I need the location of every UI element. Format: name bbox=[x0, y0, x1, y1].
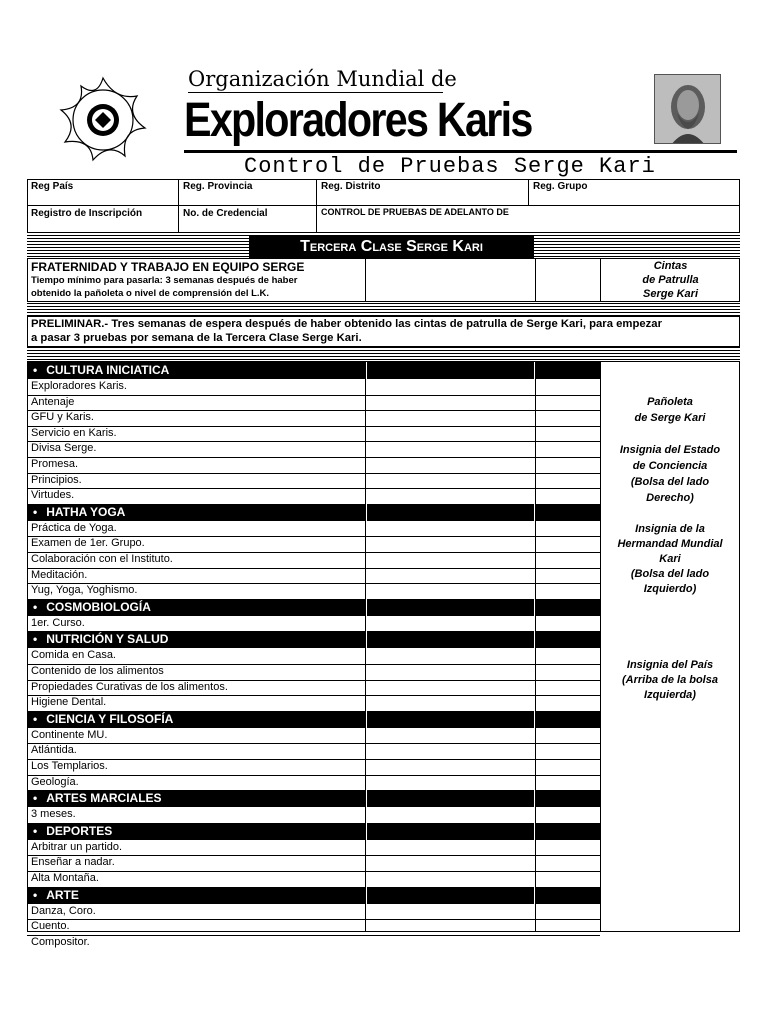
reg-pais-field[interactable]: Reg País bbox=[31, 181, 74, 192]
bullet-icon: • bbox=[33, 599, 38, 614]
checklist-item: Examen de 1er. Grupo. bbox=[31, 537, 145, 550]
banner-title bbox=[249, 235, 534, 258]
section-header bbox=[27, 711, 600, 728]
fraternidad-title: FRATERNIDAD Y TRABAJO EN EQUIPO SERGE bbox=[31, 260, 305, 274]
checklist-item: Atlántida. bbox=[31, 744, 77, 757]
note-line: Insignia del País bbox=[626, 659, 714, 671]
col-divider bbox=[534, 823, 535, 840]
org-logo bbox=[55, 72, 151, 168]
section-header bbox=[27, 887, 600, 904]
note-line: Kari bbox=[659, 553, 681, 565]
control-field[interactable]: CONTROL DE PRUEBAS DE ADELANTO DE bbox=[321, 207, 509, 217]
checklist-item: Danza, Coro. bbox=[31, 904, 96, 917]
checklist-item: Cuento. bbox=[31, 920, 70, 933]
checklist-item: Continente MU. bbox=[31, 728, 108, 741]
bullet-icon: • bbox=[33, 504, 38, 519]
section-title bbox=[33, 712, 173, 726]
page-title: Exploradores Karis bbox=[184, 94, 532, 147]
note-line: (Arriba de la bolsa bbox=[622, 674, 718, 686]
note-line: (Bolsa del lado bbox=[630, 476, 710, 488]
preliminar-line1: PRELIMINAR.- Tres semanas de espera después de haber obtenido las cintas de patrulla de Serge Kari, para empezar bbox=[31, 318, 662, 330]
col-divider bbox=[534, 504, 535, 521]
section-header bbox=[27, 504, 600, 521]
reg-grupo-field[interactable]: Reg. Grupo bbox=[533, 181, 588, 192]
section-title-text: COSMOBIOLOGÍA bbox=[46, 599, 151, 614]
col-divider bbox=[366, 823, 367, 840]
bullet-icon: • bbox=[33, 711, 38, 726]
portrait-photo bbox=[654, 74, 721, 144]
fraternidad-line1: Tiempo mínimo para pasarla: 3 semanas después de haber bbox=[31, 275, 298, 286]
checklist-item: GFU y Karis. bbox=[31, 411, 94, 424]
section-title-text: ARTE bbox=[46, 887, 79, 902]
section-title-text: NUTRICIÓN Y SALUD bbox=[46, 632, 169, 647]
col-divider bbox=[534, 362, 535, 379]
grid-vline bbox=[365, 258, 366, 302]
registro-field[interactable]: Registro de Inscripción bbox=[31, 208, 143, 219]
checklist-item: Colaboración con el Instituto. bbox=[31, 553, 173, 565]
bullet-icon: • bbox=[33, 791, 38, 806]
row-line bbox=[27, 410, 600, 411]
col-divider bbox=[534, 711, 535, 728]
note-line: de Serge Kari bbox=[634, 412, 706, 424]
note-line: Derecho) bbox=[646, 492, 694, 504]
separator-hatch bbox=[27, 347, 740, 360]
col-divider bbox=[534, 631, 535, 648]
note-line: Hermandad Mundial bbox=[617, 538, 723, 550]
reg-distrito-field[interactable]: Reg. Distrito bbox=[321, 181, 381, 192]
col-divider bbox=[366, 599, 367, 616]
note-line: Izquierdo) bbox=[643, 583, 697, 595]
checklist-item: Principios. bbox=[31, 473, 82, 486]
section-title bbox=[33, 888, 79, 902]
col-divider bbox=[366, 631, 367, 648]
row-line bbox=[27, 935, 600, 936]
row-line bbox=[27, 441, 600, 442]
checklist-item: Arbitrar un partido. bbox=[31, 840, 123, 853]
row-line bbox=[27, 695, 600, 696]
checklist-item: Divisa Serge. bbox=[31, 442, 97, 455]
checklist-item: Antenaje bbox=[31, 395, 75, 408]
grid-vline bbox=[316, 179, 317, 233]
checklist-item: Compositor. bbox=[31, 935, 90, 948]
grid-vline bbox=[178, 179, 179, 233]
note-line: de Conciencia bbox=[632, 460, 708, 472]
section-title-text: CULTURA INICIATICA bbox=[46, 363, 170, 377]
cintas-label bbox=[601, 259, 740, 301]
bullet-icon: • bbox=[33, 823, 38, 838]
col-divider bbox=[366, 362, 367, 379]
row-line bbox=[27, 457, 600, 458]
checklist-item: 1er. Curso. bbox=[31, 616, 85, 629]
note-line: Insignia del Estado bbox=[619, 444, 721, 456]
note-line: (Bolsa del lado bbox=[630, 568, 710, 580]
panoleta-note bbox=[601, 394, 739, 426]
col-divider bbox=[366, 504, 367, 521]
checklist-item: 3 meses. bbox=[31, 808, 76, 821]
section-title bbox=[33, 791, 162, 805]
note-line: Pañoleta bbox=[647, 396, 693, 408]
checklist-item: Contenido de los alimentos bbox=[31, 665, 164, 677]
checklist-item: Propiedades Curativas de los alimentos. bbox=[31, 680, 228, 693]
row-line bbox=[27, 395, 600, 396]
checklist-item: Los Templarios. bbox=[31, 760, 108, 772]
checklist-item: Alta Montaña. bbox=[31, 872, 99, 884]
checklist-item: Comida en Casa. bbox=[31, 649, 116, 662]
row-line bbox=[27, 473, 600, 474]
checklist-item: Enseñar a nadar. bbox=[31, 856, 115, 869]
checklist-item: Higiene Dental. bbox=[31, 696, 107, 709]
section-header bbox=[27, 362, 600, 379]
bullet-icon: • bbox=[33, 632, 38, 647]
bullet-icon: • bbox=[33, 363, 38, 377]
row-line bbox=[27, 568, 600, 569]
separator-hatch bbox=[27, 303, 740, 316]
form-grid bbox=[27, 179, 740, 233]
checklist-item: Práctica de Yoga. bbox=[31, 521, 117, 534]
org-line: Organización Mundial de bbox=[188, 67, 457, 91]
section-title-text: DEPORTES bbox=[46, 823, 113, 838]
section-title-text: CIENCIA Y FILOSOFÍA bbox=[46, 711, 174, 726]
hermandad-note bbox=[601, 522, 739, 597]
section-title bbox=[33, 505, 125, 519]
reg-provincia-field[interactable]: Reg. Provincia bbox=[183, 181, 253, 192]
col-divider bbox=[534, 887, 535, 904]
grid-vline bbox=[528, 179, 529, 205]
section-header bbox=[27, 631, 600, 648]
row-line bbox=[27, 759, 600, 760]
checklist-item: Exploradores Karis. bbox=[31, 380, 127, 392]
row-line bbox=[27, 488, 600, 489]
col-divider bbox=[534, 599, 535, 616]
title-rule bbox=[184, 150, 737, 153]
col-divider bbox=[366, 887, 367, 904]
cintas-line: Serge Kari bbox=[642, 288, 699, 300]
row-line bbox=[27, 743, 600, 744]
banner-title-text: Tercera Clase Serge Kari bbox=[300, 238, 483, 255]
checklist-item: Virtudes. bbox=[31, 489, 75, 502]
section-header bbox=[27, 823, 600, 840]
row-line bbox=[27, 919, 600, 920]
bullet-icon: • bbox=[33, 887, 38, 902]
section-header bbox=[27, 599, 600, 616]
col-divider bbox=[366, 711, 367, 728]
section-title-text: HATHA YOGA bbox=[46, 504, 126, 519]
section-title bbox=[33, 632, 168, 646]
row-line bbox=[27, 775, 600, 776]
pais-note bbox=[601, 658, 739, 703]
grid-hline bbox=[27, 205, 740, 206]
note-line: Insignia de la bbox=[635, 523, 705, 535]
note-line: Izquierda) bbox=[644, 689, 696, 701]
fraternidad-line2: obtenido la pañoleta o nivel de comprensión del L.K. bbox=[31, 288, 270, 299]
checklist-item: Promesa. bbox=[31, 458, 79, 470]
credencial-field[interactable]: No. de Credencial bbox=[183, 208, 268, 219]
section-title bbox=[33, 824, 112, 838]
section-title bbox=[33, 363, 169, 377]
grid-vline bbox=[535, 258, 536, 302]
page-subtitle: Control de Pruebas Serge Kari bbox=[244, 154, 656, 179]
checklist-item: Geología. bbox=[31, 775, 79, 788]
checklist-item: Servicio en Karis. bbox=[31, 426, 117, 439]
section-title-text: ARTES MARCIALES bbox=[46, 791, 162, 806]
col-divider bbox=[534, 790, 535, 807]
checklist-item: Yug, Yoga, Yoghismo. bbox=[31, 584, 138, 597]
cintas-line: de Patrulla bbox=[642, 274, 699, 286]
cintas-line: Cintas bbox=[653, 260, 688, 272]
preliminar-line2: a pasar 3 pruebas por semana de la Tercera Clase Serge Kari. bbox=[31, 332, 362, 344]
checklist-item: Meditación. bbox=[31, 568, 88, 581]
col-divider bbox=[366, 790, 367, 807]
section-title bbox=[33, 600, 151, 614]
section-header bbox=[27, 790, 600, 807]
row-line bbox=[27, 871, 600, 872]
estado-note bbox=[601, 442, 739, 506]
